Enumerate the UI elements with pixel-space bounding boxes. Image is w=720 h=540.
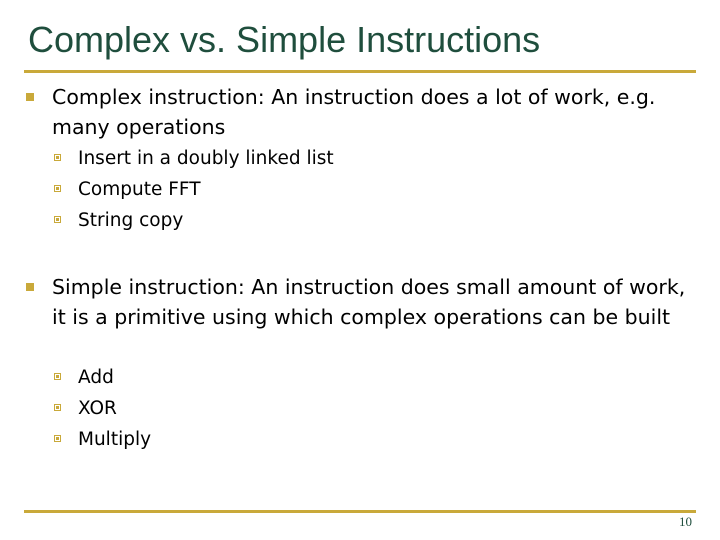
sub-bullet-text: Insert in a doubly linked list xyxy=(78,148,334,169)
sub-bullet xyxy=(78,205,183,236)
hollow-square-bullet-icon xyxy=(54,404,61,411)
bullet-text: Complex instruction: An instruction does a lot of work, e.g. many operations xyxy=(52,85,656,139)
bullet-simple xyxy=(52,272,692,332)
sub-bullet xyxy=(78,393,117,424)
sub-bullet-text: Multiply xyxy=(78,429,152,450)
square-bullet-icon xyxy=(26,283,34,291)
hollow-square-bullet-icon xyxy=(54,185,61,192)
sub-bullet xyxy=(78,424,151,455)
sub-bullet xyxy=(78,143,334,174)
sub-bullet-text: String copy xyxy=(78,210,184,231)
hollow-square-bullet-icon xyxy=(54,216,61,223)
hollow-square-bullet-icon xyxy=(54,373,61,380)
bullet-complex xyxy=(52,82,692,142)
sub-bullet-text: Compute FFT xyxy=(78,179,201,200)
bullet-text: Simple instruction: An instruction does small amount of work, it is a primitive using which complex operations can be built xyxy=(52,275,686,329)
hollow-square-bullet-icon xyxy=(54,435,61,442)
sub-bullet xyxy=(78,362,114,393)
sub-bullet xyxy=(78,174,201,205)
sub-bullet-text: XOR xyxy=(78,398,117,419)
sub-bullet-text: Add xyxy=(78,367,114,388)
hollow-square-bullet-icon xyxy=(54,154,61,161)
page-number: 10 xyxy=(679,514,692,529)
square-bullet-icon xyxy=(26,93,34,101)
title-divider xyxy=(24,70,696,73)
slide-title: Complex vs. Simple Instructions xyxy=(28,19,541,60)
footer-divider xyxy=(24,510,696,513)
